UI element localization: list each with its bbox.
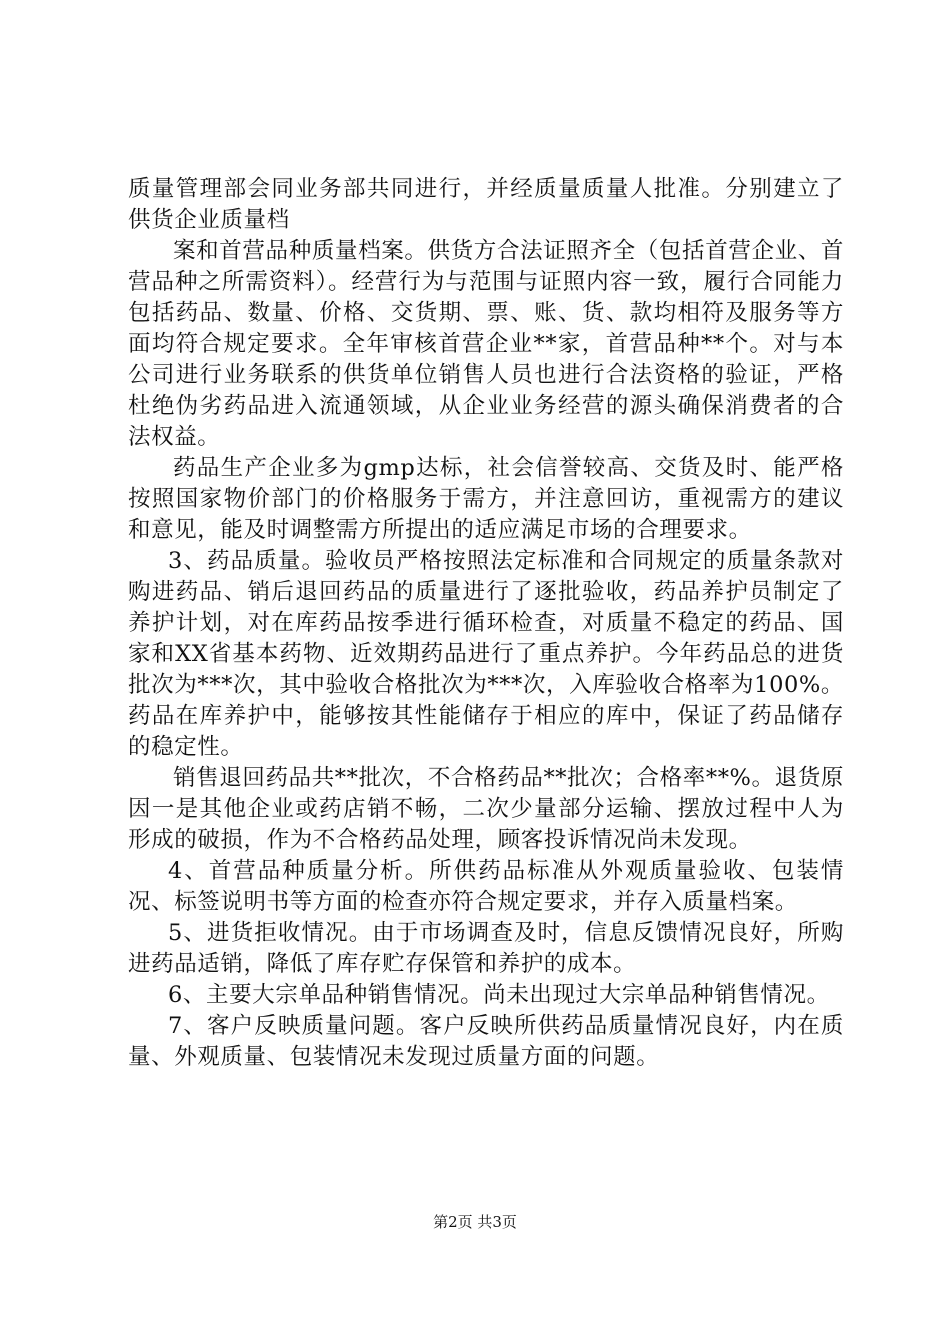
paragraph-5: 销售退回药品共**批次，不合格药品**批次；合格率**%。退货原因一是其他企业或药店销不畅，二次少量部分运输、摆放过程中人为形成的破损，作为不合格药品处理，顾客投诉情况尚未发现。: [128, 765, 844, 853]
paragraph-2: 案和首营品种质量档案。供货方合法证照齐全（包括首营企业、首营品种之所需资料）。经营行为与范围与证照内容一致，履行合同能力包括药品、数量、价格、交货期、票、账、货、款均相符及服务等方面均符合规定要求。全年审核首营企业**家，首营品种**个。对与本公司进行业务联系的供货单位销售人员也进行合法资格的验证，严格杜绝伪劣药品进入流通领域，从企业业务经营的源头确保消费者的合法权益。: [128, 238, 844, 450]
paragraph-9: 7、客户反映质量问题。客户反映所供药品质量情况良好，内在质量、外观质量、包装情况未发现过质量方面的问题。: [128, 1013, 844, 1070]
paragraph-6: 4、首营品种质量分析。所供药品标准从外观质量验收、包装情况、标签说明书等方面的检查亦符合规定要求，并存入质量档案。: [128, 858, 844, 915]
document-body: [128, 174, 844, 1073]
paragraph-4: 3、药品质量。验收员严格按照法定标准和合同规定的质量条款对购进药品、销后退回药品的质量进行了逐批验收，药品养护员制定了养护计划，对在库药品按季进行循环检查，对质量不稳定的药品、国家和XX省基本药物、近效期药品进行了重点养护。今年药品总的进货批次为***次，其中验收合格批次为***次，入库验收合格率为100%。药品在库养护中，能够按其性能储存于相应的库中，保证了药品储存的稳定性。: [128, 548, 844, 760]
page-footer: [0, 1212, 950, 1232]
paragraph-8: 6、主要大宗单品种销售情况。尚未出现过大宗单品种销售情况。: [168, 982, 830, 1008]
paragraph-7: 5、进货拒收情况。由于市场调查及时，信息反馈情况良好，所购进药品适销，降低了库存贮存保管和养护的成本。: [128, 920, 844, 977]
paragraph-3: 药品生产企业多为gmp达标，社会信誉较高、交货及时、能严格按照国家物价部门的价格服务于需方，并注意回访，重视需方的建议和意见，能及时调整需方所提出的适应满足市场的合理要求。: [128, 455, 844, 543]
page-number-label: 第2页 共3页: [433, 1213, 517, 1231]
paragraph-1: 质量管理部会同业务部共同进行，并经质量质量人批准。分别建立了供货企业质量档: [128, 176, 844, 233]
